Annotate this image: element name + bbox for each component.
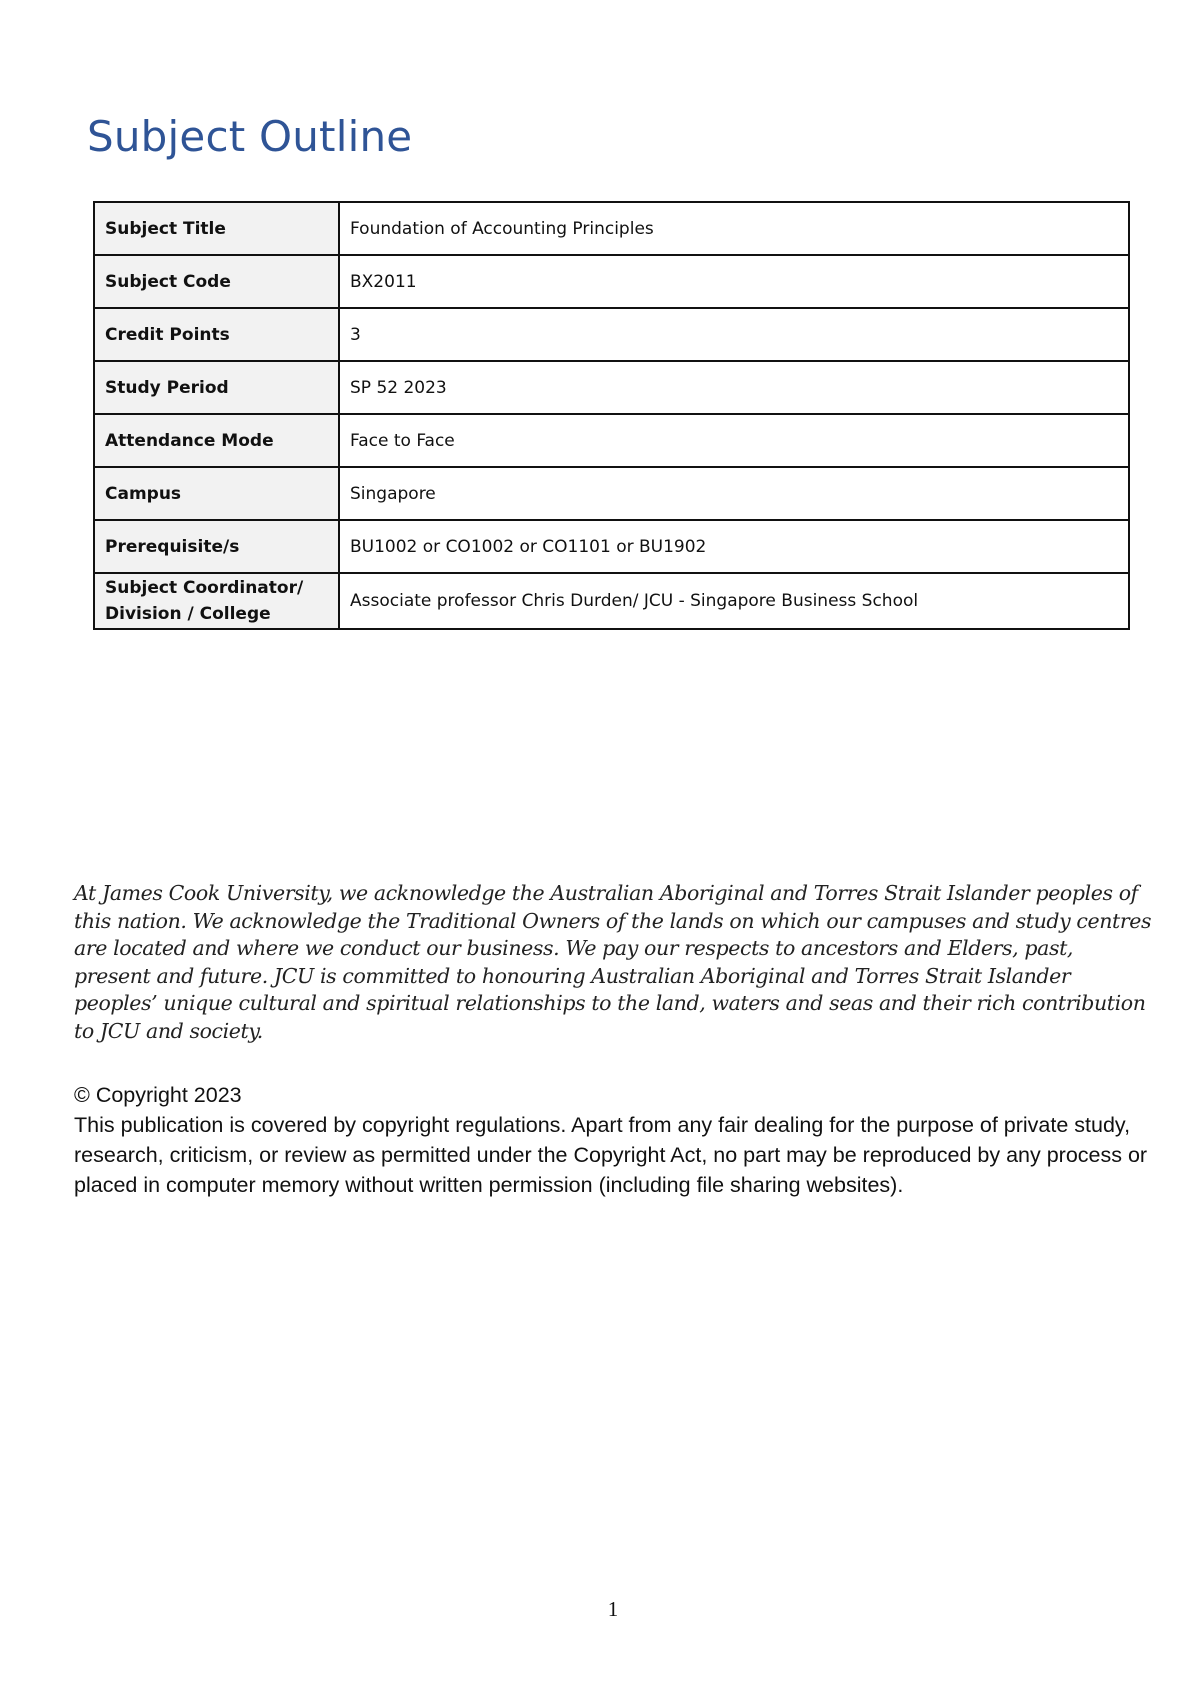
campus-value: Singapore — [339, 467, 1129, 520]
prerequisites-value: BU1002 or CO1002 or CO1101 or BU1902 — [339, 520, 1129, 573]
subject-coordinator-value: Associate professor Chris Durden/ JCU - Singapore Business School — [339, 573, 1129, 629]
campus-label: Campus — [94, 467, 339, 520]
table-row — [94, 308, 1129, 361]
copyright-notice: This publication is covered by copyright regulations. Apart from any fair dealing for the purpose of private study, research, criticism, or review as permitted under the Copyright Act, no part may be reproduced by any process or placed in computer memory without written permission (including file sharing websites). — [74, 1113, 1148, 1197]
copyright-heading: © Copyright 2023 — [74, 1083, 242, 1107]
table-row — [94, 573, 1129, 629]
credit-points-value: 3 — [339, 308, 1129, 361]
subject-coordinator-label-line1: Subject Coordinator/ — [105, 578, 304, 598]
page-number: 1 — [607, 1597, 619, 1621]
subject-details-table — [93, 201, 1130, 630]
attendance-mode-label: Attendance Mode — [94, 414, 339, 467]
table-row — [94, 520, 1129, 573]
study-period-label: Study Period — [94, 361, 339, 414]
page-title: Subject Outline — [87, 112, 413, 161]
prerequisites-label: Prerequisite/s — [94, 520, 339, 573]
subject-code-label: Subject Code — [94, 255, 339, 308]
credit-points-label: Credit Points — [94, 308, 339, 361]
subject-coordinator-label-line2: Division / College — [105, 604, 271, 624]
table-row — [94, 361, 1129, 414]
study-period-value: SP 52 2023 — [339, 361, 1129, 414]
subject-code-value: BX2011 — [339, 255, 1129, 308]
table-row — [94, 467, 1129, 520]
table-row — [94, 414, 1129, 467]
copyright-section — [74, 1080, 1164, 1200]
acknowledgement-of-country: At James Cook University, we acknowledge the Australian Aboriginal and Torres Strait Islander peoples of this nation. We acknowledge the Traditional Owners of the lands on which our campuses and study centres are located and where we conduct our business. We pay our respects to ancestors and Elders, past, present and future. JCU is committed to honouring Australian Aboriginal and Torres Strait Islander peoples’ unique cultural and spiritual relationships to the land, waters and seas and their rich contribution to JCU and society. — [74, 881, 1152, 1043]
attendance-mode-value: Face to Face — [339, 414, 1129, 467]
table-row — [94, 202, 1129, 255]
subject-title-label: Subject Title — [94, 202, 339, 255]
subject-title-value: Foundation of Accounting Principles — [339, 202, 1129, 255]
subject-coordinator-label — [94, 573, 339, 629]
table-row — [94, 255, 1129, 308]
